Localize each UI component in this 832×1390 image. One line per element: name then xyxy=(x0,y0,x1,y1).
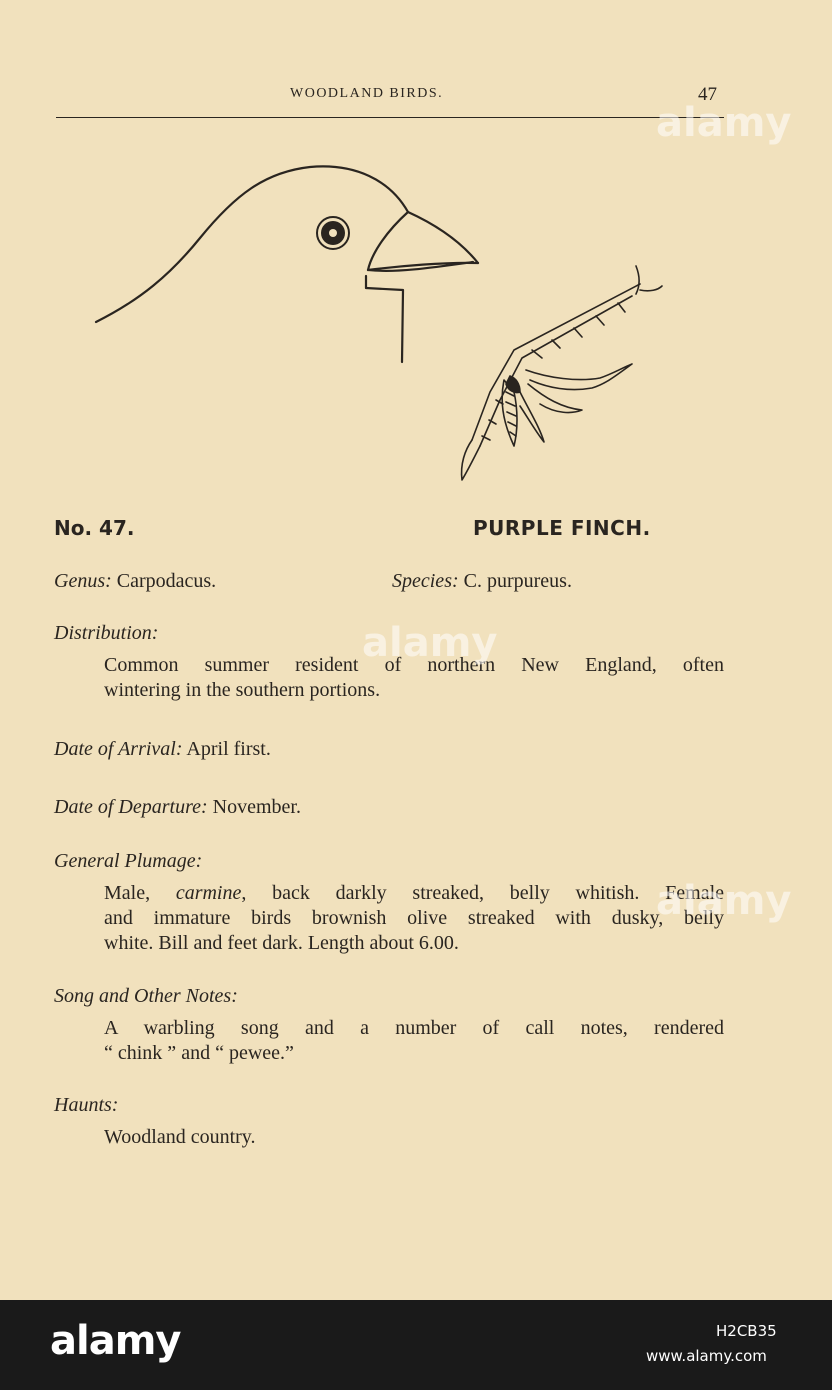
song-line-1: A warbling song and a number of call notes, rendered xyxy=(104,1017,724,1039)
haunts-label: Haunts: xyxy=(54,1094,119,1116)
running-title: WOODLAND BIRDS. xyxy=(290,86,444,101)
distribution-line-1: Common summer resident of northern New England, often xyxy=(104,654,724,676)
watermark: alamy xyxy=(362,620,498,666)
footer-logo: alamy xyxy=(50,1318,181,1364)
page-number: 47 xyxy=(698,84,717,105)
finch-foot-drawing xyxy=(462,266,662,480)
species-field xyxy=(392,570,572,593)
plumage-label: General Plumage: xyxy=(54,850,203,872)
genus-field xyxy=(54,570,216,593)
plumage-text-c: , back darkly streaked, belly whitish. Female xyxy=(241,882,725,904)
species-label: Species: xyxy=(392,570,459,592)
distribution-line-2: wintering in the southern portions. xyxy=(104,679,381,701)
distribution-label: Distribution: xyxy=(54,622,159,644)
entry-number: No. 47. xyxy=(54,516,135,540)
species-value: C. purpureus. xyxy=(463,570,572,592)
genus-value: Carpodacus. xyxy=(116,570,217,592)
arrival-label: Date of Arrival: xyxy=(54,738,183,760)
song-line-2: “ chink ” and “ pewee.” xyxy=(104,1042,294,1064)
departure-field xyxy=(54,796,301,819)
watermark: alamy xyxy=(656,100,792,146)
finch-head-drawing xyxy=(96,166,478,362)
plumage-text-carmine: carmine xyxy=(175,882,242,904)
arrival-field xyxy=(54,738,271,761)
song-label: Song and Other Notes: xyxy=(54,985,238,1007)
eye-icon xyxy=(317,217,349,249)
plumage-text-a: Male, xyxy=(104,882,151,904)
haunts-text: Woodland country. xyxy=(104,1126,256,1148)
departure-value: November. xyxy=(212,796,301,818)
genus-label: Genus: xyxy=(54,570,112,592)
watermark: alamy xyxy=(656,878,792,924)
bird-illustration xyxy=(0,0,832,500)
plumage-line-3: white. Bill and feet dark. Length about 6.00. xyxy=(104,932,459,954)
plumage-line-1 xyxy=(104,881,724,906)
arrival-value: April first. xyxy=(186,738,271,760)
departure-label: Date of Departure: xyxy=(54,796,208,818)
footer-url: www.alamy.com xyxy=(646,1347,767,1365)
plumage-line-2: and immature birds brownish olive streaked with dusky, belly xyxy=(104,907,724,929)
image-id: H2CB35 xyxy=(716,1322,777,1340)
species-common-name: PURPLE FINCH. xyxy=(473,516,651,540)
